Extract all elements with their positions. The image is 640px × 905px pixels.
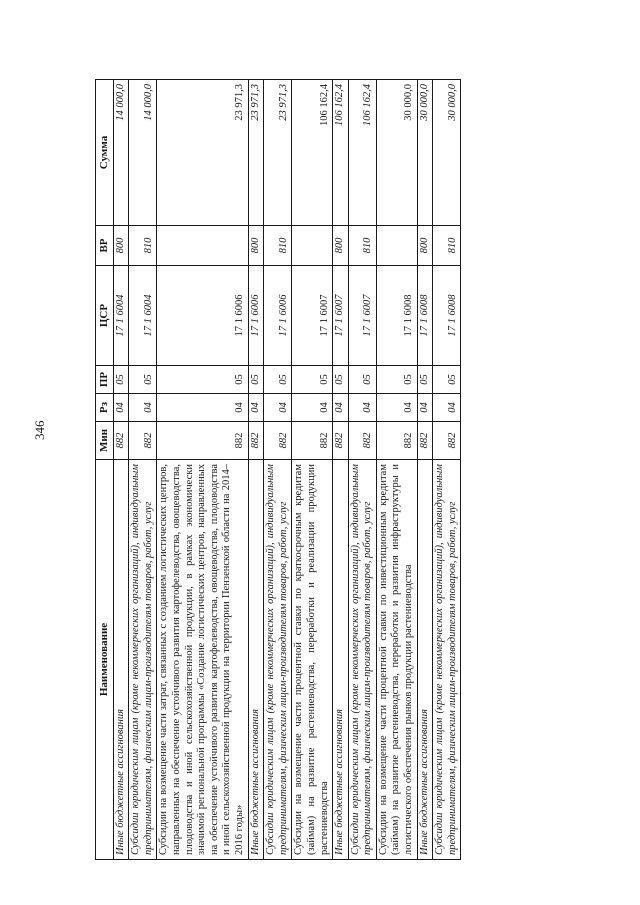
- cell-rz: 04: [417, 394, 433, 422]
- cell-pr: 05: [248, 366, 264, 394]
- table-row: [433, 80, 461, 860]
- cell-sum: 23 971,3: [264, 80, 292, 226]
- table-row: [248, 80, 264, 860]
- table-row: [417, 80, 433, 860]
- table-row: [292, 80, 333, 860]
- cell-vr: [157, 226, 248, 266]
- cell-min: 882: [292, 422, 333, 460]
- cell-sum: 23 971,3: [157, 80, 248, 226]
- cell-name: Субсидии юридическим лицам (кроме некоммерческих организаций), индивидуальным предпринимателям, физическим лицам-производителям товаров, работ, услуг: [264, 460, 292, 860]
- cell-rz: 04: [264, 394, 292, 422]
- cell-rz: 04: [157, 394, 248, 422]
- cell-pr: 05: [348, 366, 376, 394]
- cell-name: Иные бюджетные ассигнования: [113, 460, 129, 860]
- cell-csr: 17 1 6004: [129, 266, 157, 366]
- cell-sum: 23 971,3: [248, 80, 264, 226]
- cell-sum: 106 162,4: [333, 80, 349, 226]
- cell-pr: 05: [433, 366, 461, 394]
- cell-min: 882: [129, 422, 157, 460]
- table-row: [264, 80, 292, 860]
- cell-rz: 04: [348, 394, 376, 422]
- table-row: [113, 80, 129, 860]
- cell-csr: 17 1 6006: [157, 266, 248, 366]
- cell-rz: 04: [129, 394, 157, 422]
- header-csr: ЦСР: [96, 266, 114, 366]
- table-body: [113, 80, 461, 860]
- cell-name: Иные бюджетные ассигнования: [417, 460, 433, 860]
- header-rz: Рз: [96, 394, 114, 422]
- cell-pr: 05: [264, 366, 292, 394]
- cell-sum: 30 000,0: [376, 80, 417, 226]
- cell-csr: 17 1 6008: [376, 266, 417, 366]
- cell-csr: 17 1 6007: [333, 266, 349, 366]
- cell-rz: 04: [433, 394, 461, 422]
- table-row: [157, 80, 248, 860]
- cell-sum: 30 000,0: [417, 80, 433, 226]
- cell-vr: 800: [333, 226, 349, 266]
- cell-name: Иные бюджетные ассигнования: [248, 460, 264, 860]
- cell-vr: 810: [264, 226, 292, 266]
- cell-min: 882: [433, 422, 461, 460]
- cell-rz: 04: [376, 394, 417, 422]
- cell-name: Субсидии на возмещение части процентной ставки по краткосрочным кредитам (займам) на развитие растениеводства, переработки и реализации продукции растениеводства: [292, 460, 333, 860]
- cell-csr: 17 1 6004: [113, 266, 129, 366]
- page-number: 346: [32, 420, 47, 440]
- cell-sum: 14 000,0: [129, 80, 157, 226]
- cell-pr: 05: [333, 366, 349, 394]
- budget-table: [95, 79, 461, 860]
- cell-csr: 17 1 6007: [292, 266, 333, 366]
- cell-vr: 810: [129, 226, 157, 266]
- cell-rz: 04: [113, 394, 129, 422]
- cell-sum: 106 162,4: [292, 80, 333, 226]
- table-header-row: [96, 80, 114, 860]
- header-name: Наименование: [96, 460, 114, 860]
- table-row: [333, 80, 349, 860]
- cell-name: Субсидии юридическим лицам (кроме некоммерческих организаций), индивидуальным предпринимателям, физическим лицам-производителям товаров, работ, услуг: [129, 460, 157, 860]
- budget-table-container: [95, 80, 555, 860]
- cell-csr: 17 1 6008: [417, 266, 433, 366]
- cell-name: Субсидии юридическим лицам (кроме некоммерческих организаций), индивидуальным предпринимателям, физическим лицам-производителям товаров, работ, услуг: [348, 460, 376, 860]
- cell-min: 882: [376, 422, 417, 460]
- cell-csr: 17 1 6007: [348, 266, 376, 366]
- cell-vr: [292, 226, 333, 266]
- cell-pr: 05: [129, 366, 157, 394]
- table-row: [348, 80, 376, 860]
- cell-rz: 04: [248, 394, 264, 422]
- cell-pr: 05: [113, 366, 129, 394]
- cell-rz: 04: [333, 394, 349, 422]
- cell-sum: 106 162,4: [348, 80, 376, 226]
- cell-min: 882: [157, 422, 248, 460]
- table-row: [376, 80, 417, 860]
- header-min: Мин: [96, 422, 114, 460]
- cell-vr: 810: [433, 226, 461, 266]
- cell-min: 882: [264, 422, 292, 460]
- cell-vr: [376, 226, 417, 266]
- cell-name: Иные бюджетные ассигнования: [333, 460, 349, 860]
- cell-name: Субсидии на возмещение части процентной ставки по инвестиционным кредитам (займам) на развитие растениеводства, переработки и развития инфраструктуры и логистического обеспечения рынков продукции растениеводства: [376, 460, 417, 860]
- cell-sum: 30 000,0: [433, 80, 461, 226]
- cell-csr: 17 1 6006: [264, 266, 292, 366]
- cell-min: 882: [333, 422, 349, 460]
- header-sum: Сумма: [96, 80, 114, 226]
- cell-min: 882: [248, 422, 264, 460]
- cell-pr: 05: [292, 366, 333, 394]
- cell-sum: 14 000,0: [113, 80, 129, 226]
- cell-pr: 05: [417, 366, 433, 394]
- cell-vr: 810: [348, 226, 376, 266]
- cell-csr: 17 1 6006: [248, 266, 264, 366]
- cell-name: Субсидии юридическим лицам (кроме некоммерческих организаций), индивидуальным предпринимателям, физическим лицам-производителям товаров, работ, услуг: [433, 460, 461, 860]
- cell-vr: 800: [248, 226, 264, 266]
- cell-name: Субсидии на возмещение части затрат, связанных с созданием логистических центров, направленных на обеспечение устойчивого развития картофелеводства, овощеводства, плодоводства и иной сельскохозяйственной продукции, в рамках экономически значимой региональной программы «Создание логистических центров, направленных на обеспечение устойчивого развития картофелеводства, овощеводства, плодоводства и иной сельскохозяйственной продукции на территории Пензенской области на 2014–2016 годы»: [157, 460, 248, 860]
- cell-min: 882: [348, 422, 376, 460]
- cell-pr: 05: [376, 366, 417, 394]
- cell-rz: 04: [292, 394, 333, 422]
- cell-pr: 05: [157, 366, 248, 394]
- header-pr: ПР: [96, 366, 114, 394]
- header-vr: ВР: [96, 226, 114, 266]
- cell-csr: 17 1 6008: [433, 266, 461, 366]
- table-row: [129, 80, 157, 860]
- cell-min: 882: [417, 422, 433, 460]
- cell-vr: 800: [113, 226, 129, 266]
- cell-vr: 800: [417, 226, 433, 266]
- cell-min: 882: [113, 422, 129, 460]
